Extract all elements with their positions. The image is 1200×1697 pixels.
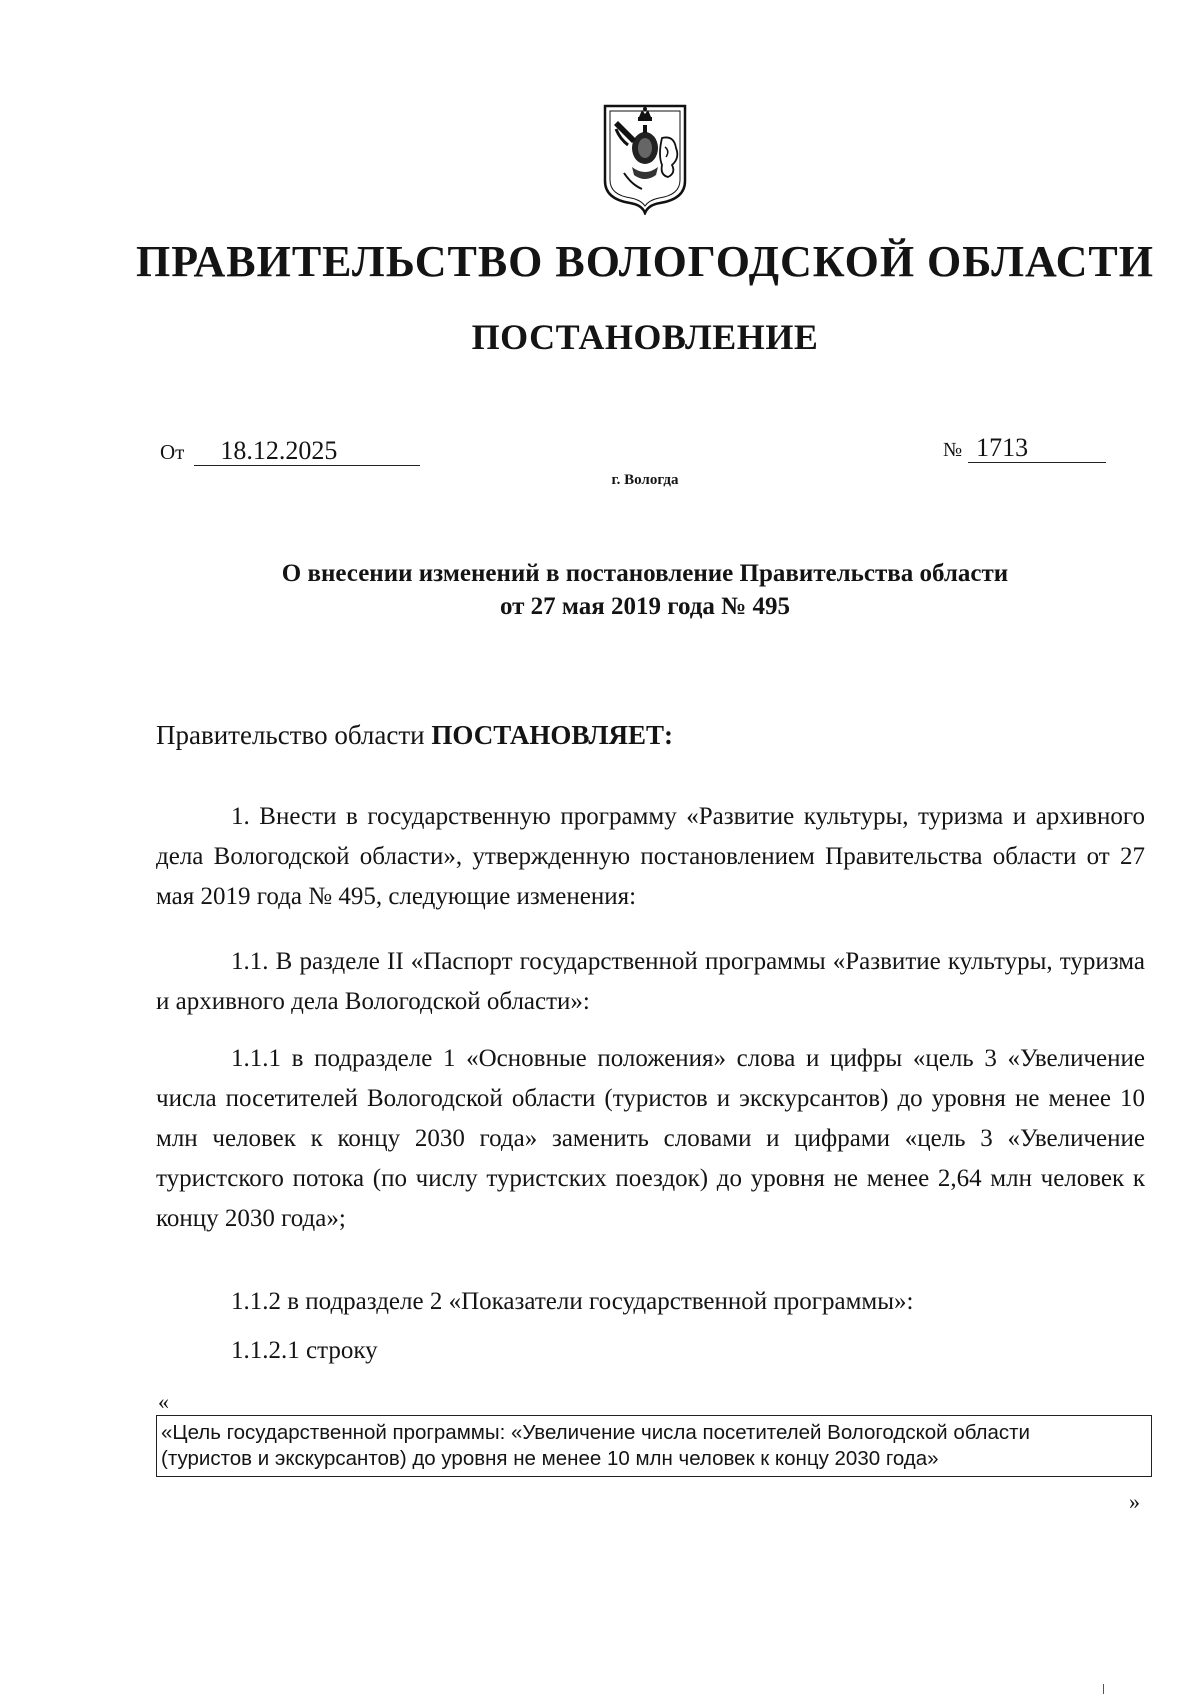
- document-type: ПОСТАНОВЛЕНИЕ: [471, 317, 819, 357]
- paragraph-1: 1. Внести в государственную программу «Развитие культуры, туризма и архивного дела Вологодской области», утвержденную постановлением Правительства области от 27 мая 2019 года № 495, следующие изменения:: [156, 803, 1145, 910]
- document-subject: [0, 557, 1200, 623]
- paragraph-1-1-2-1: 1.1.2.1 строку: [231, 1337, 378, 1364]
- paragraph-1-1-1: 1.1.1 в подразделе 1 «Основные положения» слова и цифры «цель 3 «Увеличение числа посетителей Вологодской области (туристов и экскурсантов) до уровня не менее 10 млн человек к концу 2030 года» заменить словами и цифрами «цель 3 «Увеличение туристского потока (по числу туристских поездок) до уровня не менее 2,64 млн человек к концу 2030 года»;: [156, 1045, 1145, 1232]
- coat-of-arms-icon: [602, 103, 688, 215]
- date-field: [160, 437, 420, 466]
- date-value: 18.12.2025: [194, 437, 420, 466]
- date-prefix: От: [160, 440, 185, 464]
- paragraph-1-1-2: 1.1.2 в подразделе 2 «Показатели государственной программы»:: [231, 1288, 914, 1315]
- city: г. Вологда: [611, 472, 679, 488]
- number-field: [943, 434, 1106, 463]
- subject-line-2: от 27 мая 2019 года № 495: [499, 593, 791, 620]
- quote-close-mark: »: [1129, 1489, 1140, 1514]
- number-value: 1713: [968, 434, 1106, 463]
- quote-line-1: «Цель государственной программы: «Увеличение числа посетителей Вологодской области: [161, 1421, 1031, 1444]
- quote-open-mark: «: [158, 1389, 169, 1414]
- resolve-clause: [156, 720, 673, 751]
- quote-line-2: (туристов и экскурсантов) до уровня не менее 10 млн человек к концу 2030 года»: [161, 1447, 939, 1470]
- government-name: ПРАВИТЕЛЬСТВО ВОЛОГОДСКОЙ ОБЛАСТИ: [136, 237, 1154, 286]
- number-prefix: №: [943, 439, 963, 461]
- resolve-prefix: Правительство области: [156, 720, 432, 750]
- resolve-word: ПОСТАНОВЛЯЕТ:: [431, 720, 673, 750]
- subject-line-1: О внесении изменений в постановление Правительства области: [281, 560, 1009, 587]
- paragraph-1-1: 1.1. В разделе II «Паспорт государственной программы «Развитие культуры, туризма и архивного дела Вологодской области»:: [156, 948, 1145, 1015]
- page-edge-mark: [1103, 1684, 1104, 1694]
- quoted-table-row: [156, 1415, 1152, 1477]
